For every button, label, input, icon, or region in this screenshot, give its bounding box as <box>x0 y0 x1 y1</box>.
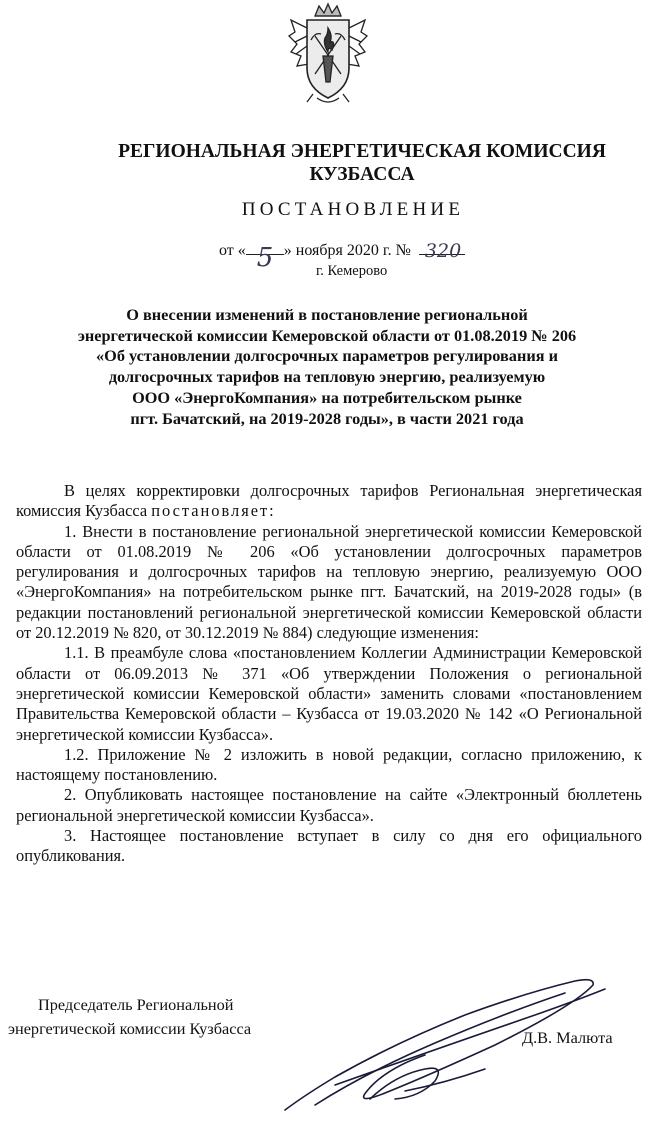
date-day-blank <box>246 243 284 273</box>
intro-text: В целях корректировки долгосрочных тарифов Региональная энергетическая комиссия Кузбасса <box>16 481 642 521</box>
signatory-title-line1: Председатель Региональной <box>38 995 234 1014</box>
subject-line: пгт. Бачатский, на 2019-2028 годы», в части 2021 года <box>130 408 524 428</box>
document-body <box>16 481 642 867</box>
date-prefix: от « <box>219 242 246 259</box>
subject-line: ООО «ЭнергоКомпания» на потребительском рынке <box>132 387 522 407</box>
signatory-title-line2: энергетической комиссии Кузбасса <box>8 1019 252 1038</box>
date-suffix: » ноября 2020 г. № <box>283 242 411 259</box>
subject-line: энергетической комиссии Кемеровской области от 01.08.2019 № 206 <box>77 325 577 345</box>
document-number: 320 <box>424 240 462 262</box>
subject-line: О внесении изменений в постановление региональной <box>126 305 528 324</box>
document-subject <box>0 305 654 429</box>
date-day: 5 <box>256 243 274 273</box>
signatory-name: Д.В. Малюта <box>522 1028 613 1047</box>
kuzbass-coat-of-arms-icon <box>287 2 369 106</box>
paragraph-3: 3. Настоящее постановление вступает в силу со дня его официального опубликования. <box>16 826 642 866</box>
document-number-blank <box>419 240 465 262</box>
paragraph-1: 1. Внести в постановление региональной энергетической комиссии Кемеровской области от 01.08.2019 № 206 «Об установлении долгосрочных параметров регулирования и долгосрочных тарифов на тепловую энергию, реализуемую ООО «ЭнергоКомпания» на потребительском рынке пгт. Бачатский, на 2019-2028 годы» (в редакции постановлений региональной энергетической комиссии Кемеровской области от 20.12.2019 № 820, от 30.12.2019 № 884) следующие изменения: <box>16 521 642 643</box>
signatory-title <box>8 993 251 1041</box>
organization-title-line2: КУЗБАССА <box>309 164 415 185</box>
paragraph-1-1: 1.1. В преамбуле слова «постановлением Коллегии Администрации Кемеровской области от 06.09.2013 № 371 «Об утверждении Положения о региональной энергетической комиссии Кемеровской области» заменить словами «постановлением Правительства Кемеровской области – Кузбасса от 19.03.2020 № 142 «О Региональной энергетической комиссии Кузбасса». <box>16 643 642 744</box>
organization-title-line1: РЕГИОНАЛЬНАЯ ЭНЕРГЕТИЧЕСКАЯ КОМИССИЯ <box>118 141 606 162</box>
subject-line: долгосрочных тарифов на тепловую энергию, реализуемую <box>108 367 546 387</box>
document-type: ПОСТАНОВЛЕНИЕ <box>241 199 465 220</box>
intro-resolves: постановляет: <box>151 501 276 521</box>
subject-line: «Об установлении долгосрочных параметров регулирования и <box>96 346 558 366</box>
paragraph-1-2: 1.2. Приложение № 2 изложить в новой редакции, согласно приложению, к настоящему постановлению. <box>16 744 642 785</box>
city: г. Кемерово <box>316 263 388 279</box>
intro-paragraph <box>16 481 642 522</box>
paragraph-2: 2. Опубликовать настоящее постановление на сайте «Электронный бюллетень региональной энергетической комиссии Кузбасса». <box>16 785 642 825</box>
